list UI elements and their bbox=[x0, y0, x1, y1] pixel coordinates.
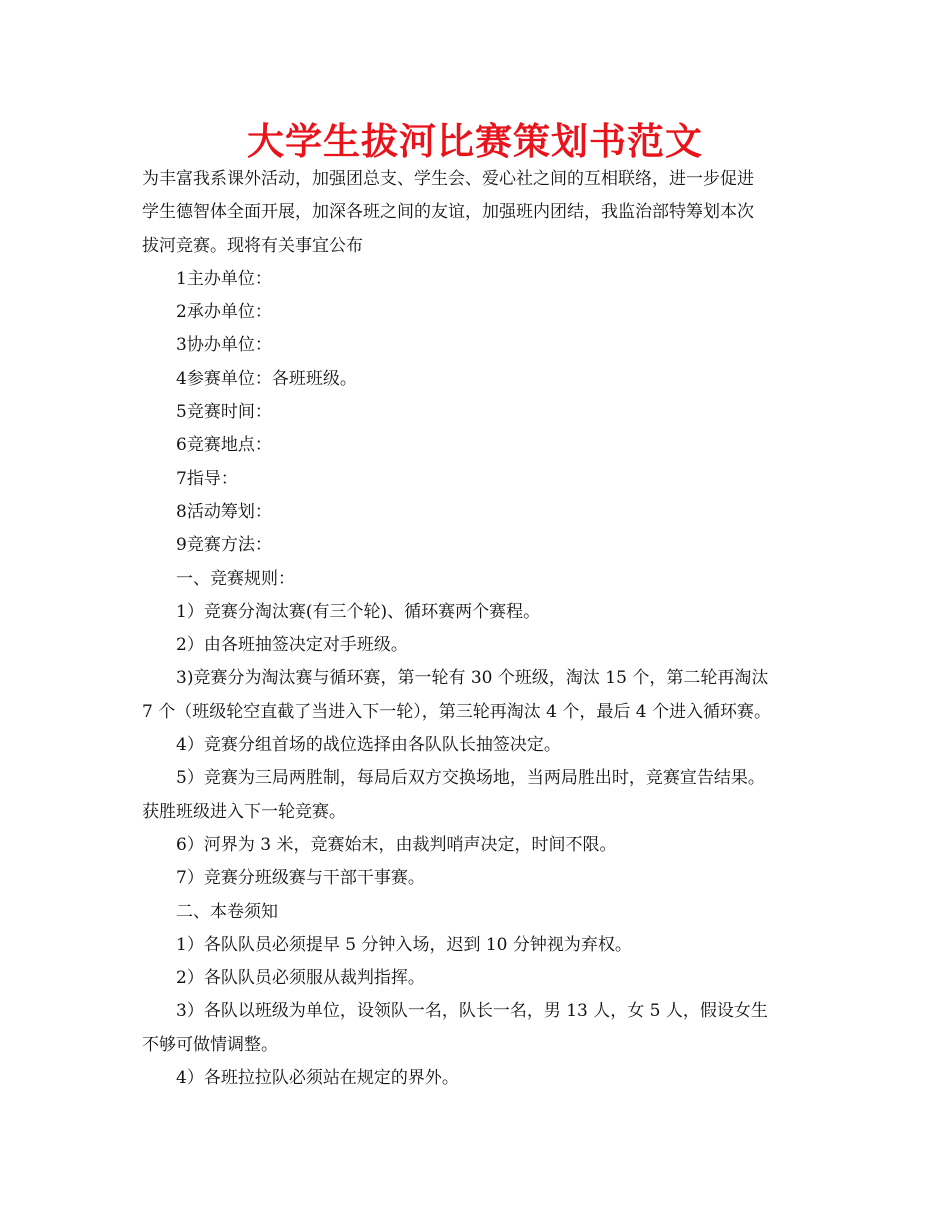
section-1-rule-2: 2）由各班抽签决定对手班级。 bbox=[176, 635, 408, 656]
section-1-rule-6: 6）河界为 3 米，竞赛始末，由裁判哨声决定，时间不限。 bbox=[176, 834, 617, 855]
section-1-heading: 一、竞赛规则： bbox=[176, 568, 295, 589]
section-1-rule-5-line-2: 获胜班级进入下一轮竞赛。 bbox=[142, 801, 346, 822]
section-1-rule-5-line-1: 5）竞赛为三局两胜制，每局后双方交换场地，当两局胜出时，竞赛宣告结果。 bbox=[176, 768, 765, 789]
info-item-planning: 8活动筹划： bbox=[176, 501, 272, 522]
info-item-guidance: 7指导： bbox=[176, 468, 238, 489]
section-1-rule-4: 4）竞赛分组首场的战位选择由各队队长抽签决定。 bbox=[176, 735, 561, 756]
section-1-rule-3-line-2: 7 个（班级轮空直截了当进入下一轮），第三轮再淘汰 4 个，最后 4 个进入循环赛。 bbox=[142, 701, 771, 722]
section-1-rule-1: 1）竞赛分淘汰赛(有三个轮)、循环赛两个赛程。 bbox=[176, 601, 541, 622]
section-2-rule-1: 1）各队队员必须提早 5 分钟入场，迟到 10 分钟视为弃权。 bbox=[176, 934, 632, 955]
info-item-time: 5竞赛时间： bbox=[176, 402, 272, 423]
info-item-participants: 4参赛单位：各班班级。 bbox=[176, 368, 357, 389]
section-2-rule-4: 4）各班拉拉队必须站在规定的界外。 bbox=[176, 1068, 459, 1089]
intro-line-2: 学生德智体全面开展，加深各班之间的友谊，加强班内团结，我监治部特筹划本次 bbox=[142, 202, 754, 223]
document-title: 大学生拔河比赛策划书范文 bbox=[247, 120, 703, 163]
info-item-method: 9竞赛方法： bbox=[176, 535, 272, 556]
section-2-rule-3-line-1: 3）各队以班级为单位，设领队一名，队长一名，男 13 人，女 5 人，假设女生 bbox=[176, 1001, 768, 1022]
intro-line-1: 为丰富我系课外活动，加强团总支、学生会、爱心社之间的互相联络，进一步促进 bbox=[142, 169, 754, 189]
section-2-heading: 二、本卷须知 bbox=[176, 901, 278, 922]
intro-line-3: 拔河竞赛。现将有关事宜公布 bbox=[142, 235, 363, 256]
section-1-rule-7: 7）竞赛分班级赛与干部干事赛。 bbox=[176, 868, 425, 889]
info-item-venue: 6竞赛地点： bbox=[176, 435, 272, 456]
section-2-rule-2: 2）各队队员必须服从裁判指挥。 bbox=[176, 968, 425, 989]
document-body bbox=[142, 163, 812, 1095]
section-2-rule-3-line-2: 不够可做情调整。 bbox=[142, 1034, 278, 1055]
info-item-undertaker: 2承办单位： bbox=[176, 302, 272, 323]
info-item-organizer: 1主办单位： bbox=[176, 268, 272, 289]
info-item-co-organizer: 3协办单位： bbox=[176, 335, 272, 356]
section-1-rule-3-line-1: 3)竞赛分为淘汰赛与循环赛，第一轮有 30 个班级，淘汰 15 个，第二轮再淘汰 bbox=[176, 668, 769, 689]
